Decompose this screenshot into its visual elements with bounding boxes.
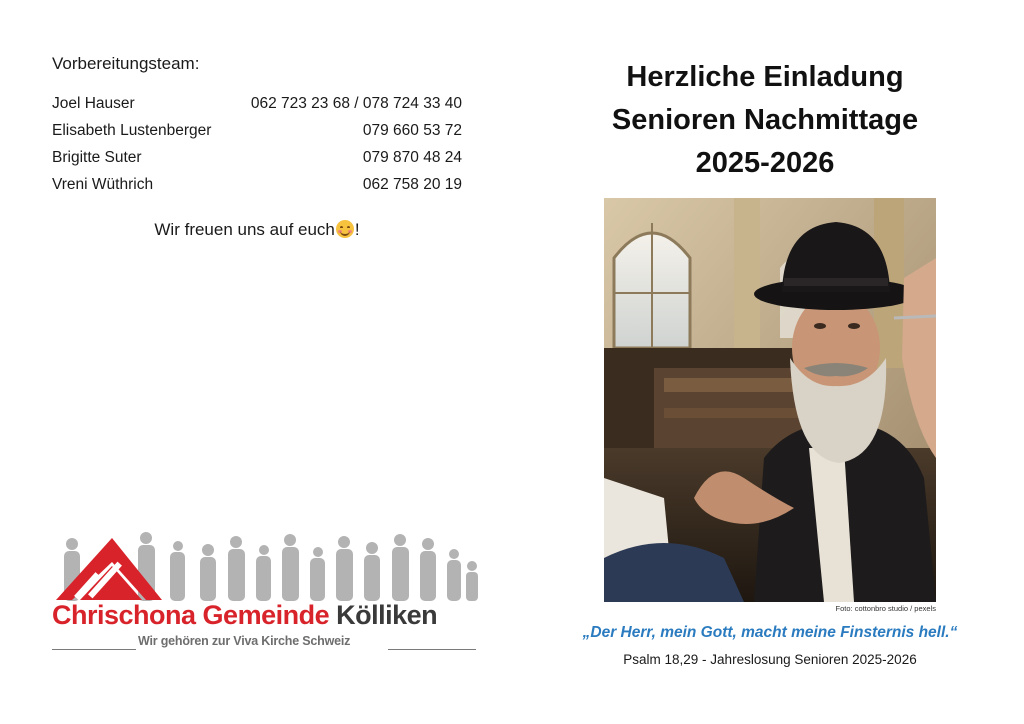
- member-phone: 062 723 23 68 / 078 724 33 40: [250, 94, 462, 112]
- logo-word-chrischona: Chrischona: [52, 600, 196, 630]
- team-member-row: [52, 117, 462, 144]
- cover-photo: [604, 198, 936, 602]
- smiling-face-icon: [336, 220, 354, 238]
- logo-graphic: [50, 528, 480, 604]
- member-name: Vreni Wüthrich: [52, 175, 154, 193]
- title-line-1: Herzliche Einladung: [626, 61, 904, 93]
- logo-title: [52, 600, 437, 631]
- team-member-row: [52, 171, 462, 198]
- logo-word-gemeinde: Gemeinde: [202, 600, 330, 630]
- logo-rule-left: [52, 649, 136, 650]
- team-list: [52, 90, 462, 198]
- title-line-2: Senioren Nachmittage: [611, 104, 919, 136]
- member-phone: 079 870 48 24: [362, 148, 462, 166]
- church-logo: [50, 528, 480, 658]
- team-heading: Vorbereitungsteam:: [52, 54, 200, 73]
- member-phone: 079 660 53 72: [362, 121, 462, 139]
- member-phone: 062 758 20 19: [362, 175, 462, 193]
- team-member-row: [52, 90, 462, 117]
- logo-subtitle: Wir gehören zur Viva Kirche Schweiz: [138, 634, 351, 648]
- verse-reference: Psalm 18,29 - Jahreslosung Senioren 2025-2026: [623, 652, 917, 667]
- greeting: [52, 220, 462, 240]
- title-line-3: 2025-2026: [695, 147, 835, 179]
- member-name: Brigitte Suter: [52, 148, 142, 166]
- invitation-title: [560, 56, 970, 185]
- greeting-text: Wir freuen uns auf euch: [154, 220, 335, 239]
- member-name: Elisabeth Lustenberger: [52, 121, 212, 139]
- member-name: Joel Hauser: [52, 94, 135, 112]
- photo-rabbi-in-synagogue: [604, 198, 936, 602]
- photo-credit: Foto: cottonbro studio / pexels: [835, 604, 936, 613]
- logo-word-koelliken: Kölliken: [336, 600, 438, 630]
- yearly-verse-quote: „Der Herr, mein Gott, macht meine Finsternis hell.“: [582, 624, 958, 641]
- logo-rule-right: [388, 649, 476, 650]
- team-member-row: [52, 144, 462, 171]
- greeting-exclamation: !: [354, 220, 360, 239]
